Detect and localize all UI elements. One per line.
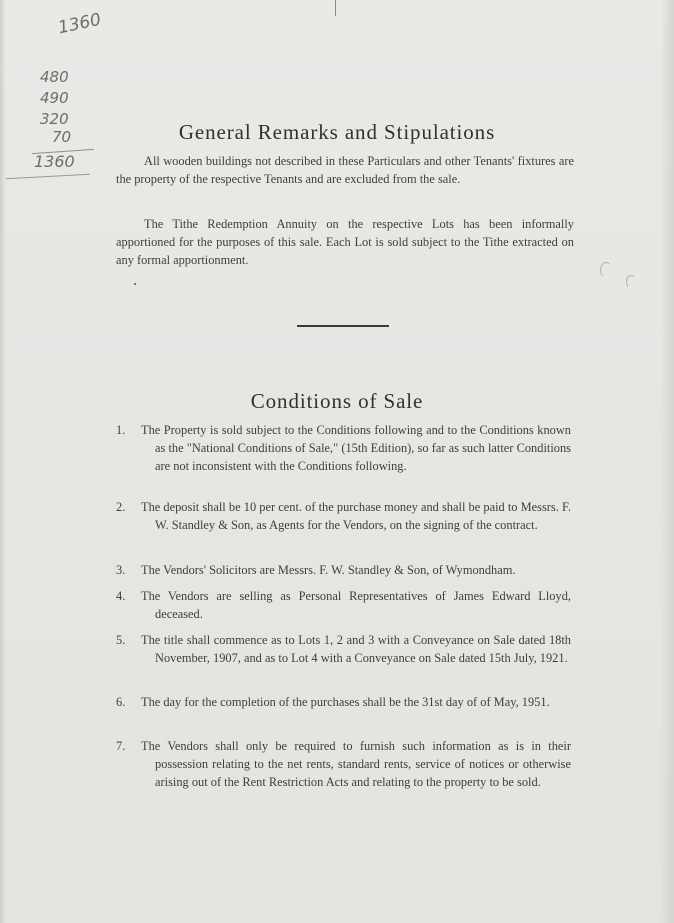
condition-number: 5.: [116, 633, 126, 647]
condition-number: 1.: [116, 423, 126, 437]
margin-sum-total: 1360: [34, 152, 75, 171]
fold-mark: [335, 0, 336, 16]
condition-number: 4.: [116, 589, 126, 603]
general-remarks-paragraph-1: All wooden buildings not described in these Particulars and other Tenants' fixtures are the property of the respective Tenants and are excluded from the sale.: [116, 154, 574, 186]
margin-sum-line-3: 320: [40, 110, 69, 128]
margin-sum-line-1: 480: [40, 68, 69, 86]
condition-text: The deposit shall be 10 per cent. of the purchase money and shall be paid to Messrs. F. W. Standley & Son, as Agents for the Vendors, on the signing of the contract.: [141, 500, 571, 532]
conditions-heading: Conditions of Sale: [250, 389, 424, 413]
condition-number: 3.: [116, 563, 126, 577]
condition-text: The Vendors shall only be required to furnish such information as is in their possession relating to the net rents, standard rents, service of notices or otherwise arising out of the Rent Restriction Acts and relating to the property to be sold.: [141, 739, 571, 789]
pencil-mark-right-2: [626, 275, 636, 289]
condition-number: 7.: [116, 739, 126, 753]
condition-text: The day for the completion of the purchases shall be the 31st day of of May, 1951.: [141, 695, 550, 709]
condition-text: The Vendors' Solicitors are Messrs. F. W. Standley & Son, of Wymondham.: [141, 563, 516, 577]
condition-text: The title shall commence as to Lots 1, 2 and 3 with a Conveyance on Sale dated 18th November, 1907, and as to Lot 4 with a Conveyance on Sale dated 15th July, 1921.: [141, 633, 571, 665]
margin-note-top: 1360: [56, 9, 103, 39]
margin-sum-line-4: 70: [52, 128, 72, 146]
general-remarks-heading: General Remarks and Stipulations: [178, 120, 496, 144]
general-remarks-paragraph-2: The Tithe Redemption Annuity on the respective Lots has been informally apportioned for the purposes of this sale. Each Lot is sold subject to the Tithe extracted on any formal apportionment.: [116, 217, 574, 267]
margin-sum-line-2: 490: [40, 89, 69, 107]
pencil-mark-right-1: [600, 262, 612, 278]
condition-text: The Vendors are selling as Personal Representatives of James Edward Lloyd, deceased.: [141, 589, 571, 621]
condition-text: The Property is sold subject to the Conditions following and to the Conditions known as the "National Conditions of Sale," (15th Edition), so far as such latter Conditions are not inconsistent with the Conditions following.: [141, 423, 571, 473]
condition-number: 2.: [116, 500, 126, 514]
condition-number: 6.: [116, 695, 126, 709]
section-divider: [297, 325, 389, 327]
stray-mark: [134, 283, 136, 285]
